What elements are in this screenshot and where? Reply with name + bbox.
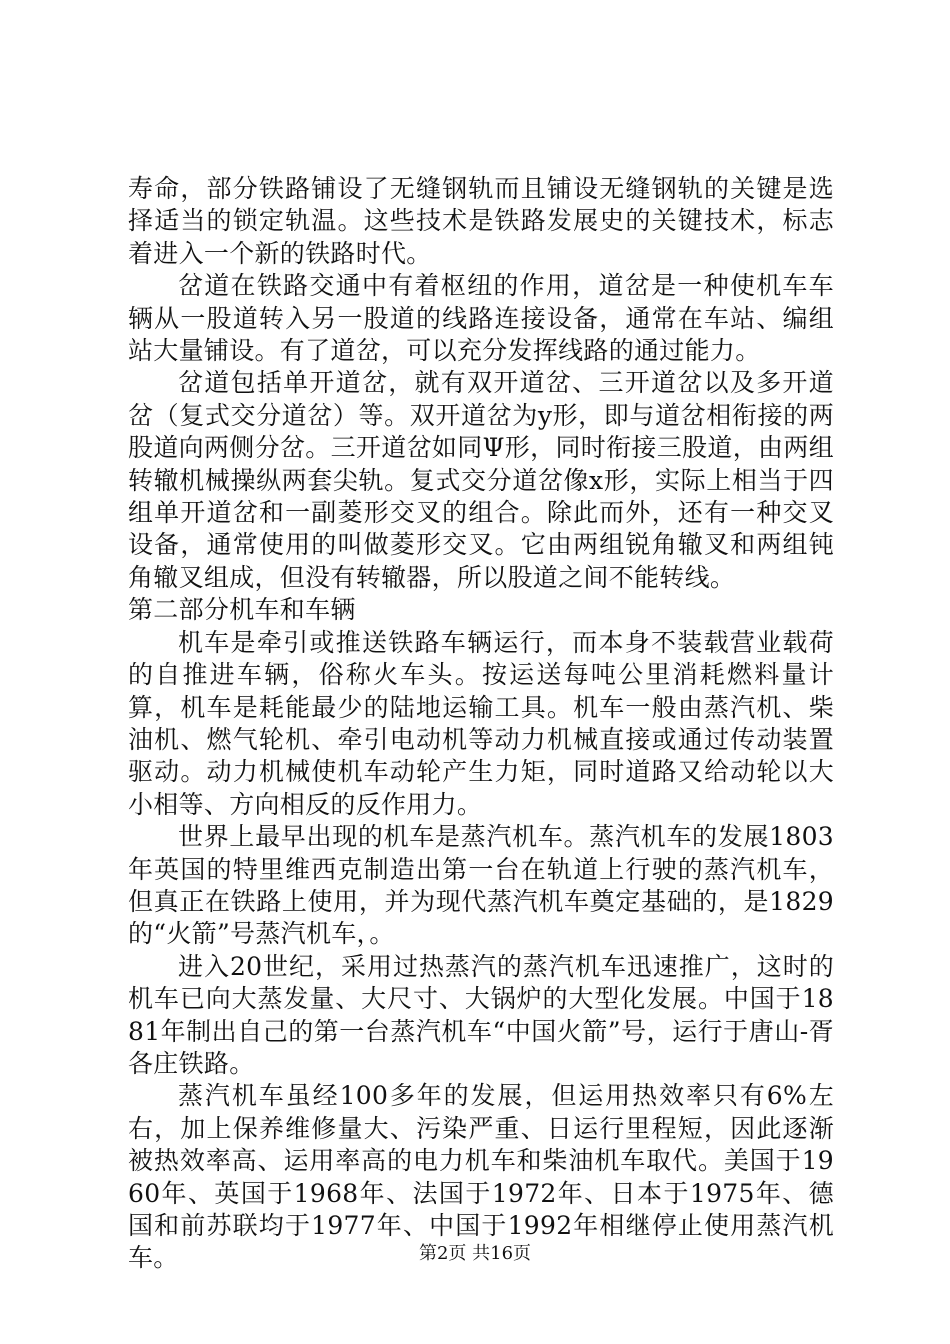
paragraph-track-lifespan: 寿命，部分铁路铺设了无缝钢轨而且铺设无缝钢轨的关键是选择适当的锁定轨温。这些技术是铁路发展史的关键技术，标志着进入一个新的铁路时代。	[128, 174, 834, 268]
page-body	[128, 173, 834, 1275]
page-number-footer: 第2页 共16页	[418, 1243, 532, 1264]
paragraph-switch-role: 岔道在铁路交通中有着枢纽的作用，道岔是一种使机车车辆从一股道转入另一股道的线路连接设备，通常在车站、编组站大量铺设。有了道岔，可以充分发挥线路的通过能力。	[128, 271, 834, 366]
paragraph-steam-decline: 蒸汽机车虽经100多年的发展，但运用热效率只有6%左右，加上保养维修量大、污染严重、日运行里程短，因此逐渐被热效率高、运用率高的电力机车和柴油机车取代。美国于1960年、英国于1968年、法国于1972年、日本于1975年、德国和前苏联均于1977年、中国于1992年相继停止使用蒸汽机车。	[128, 1081, 834, 1273]
paragraph-20th-century: 进入20世纪，采用过热蒸汽的蒸汽机车迅速推广，这时的机车已向大蒸发量、大尺寸、大锅炉的大型化发展。中国于1881年制出自己的第一台蒸汽机车“中国火箭”号，运行于唐山-胥各庄铁路。	[128, 951, 834, 1078]
paragraph-locomotive-definition: 机车是牵引或推送铁路车辆运行，而本身不装载营业载荷的自推进车辆，俗称火车头。按运送每吨公里消耗燃料量计算，机车是耗能最少的陆地运输工具。机车一般由蒸汽机、柴油机、燃气轮机、牵引电动机等动力机械直接或通过传动装置驱动。动力机械使机车动轮产生力矩，同时道路又给动轮以大小相等、方向相反的反作用力。	[128, 627, 834, 819]
section-heading: 第二部分机车和车辆	[128, 595, 356, 625]
paragraph-steam-origin: 世界上最早出现的机车是蒸汽机车。蒸汽机车的发展1803年英国的特里维西克制造出第一台在轨道上行驶的蒸汽机车，但真正在铁路上使用，并为现代蒸汽机车奠定基础的，是1829的“火箭”号蒸汽机车，。	[128, 822, 834, 949]
paragraph-switch-types: 岔道包括单开道岔，就有双开道岔、三开道岔以及多开道岔（复式交分道岔）等。双开道岔为y形，即与道岔相衔接的两股道向两侧分岔。三开道岔如同Ψ形，同时衔接三股道，由两组转辙机械操纵两套尖轨。复式交分道岔像x形，实际上相当于四组单开道岔和一副菱形交叉的组合。除此而外，还有一种交叉设备，通常使用的叫做菱形交叉。它由两组锐角辙叉和两组钝角辙叉组成，但没有转辙器，所以股道之间不能转线。	[128, 368, 834, 592]
